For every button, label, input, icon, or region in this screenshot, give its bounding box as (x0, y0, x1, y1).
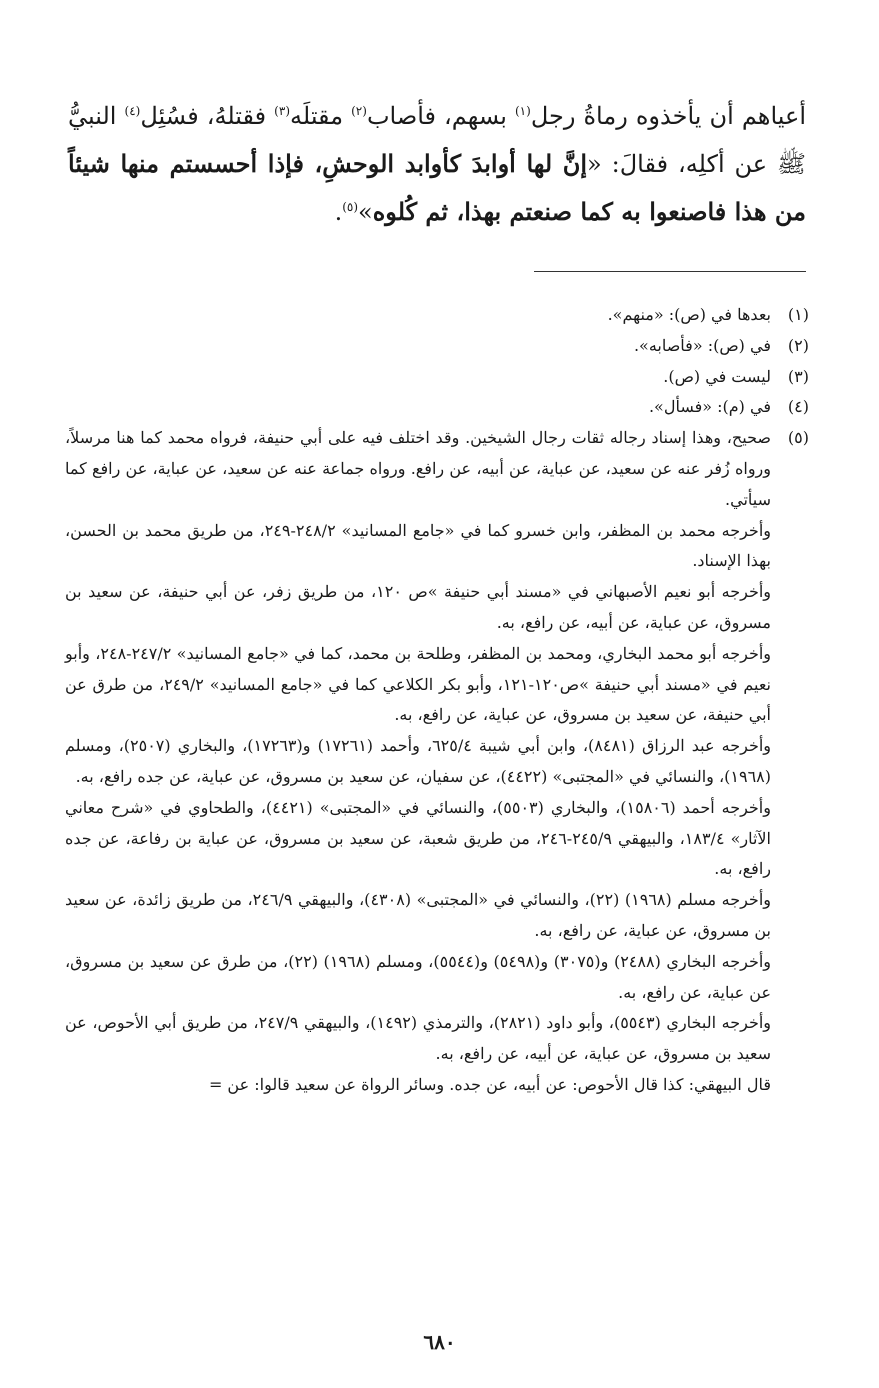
footnote-text: في (م): «فسأل». (648, 397, 771, 417)
footnote-paragraph: وأخرجه البخاري (٢٤٨٨) و(٣٠٧٥) و(٥٤٩٨) و(٥٥٤٤)، ومسلم (١٩٦٨) (٢٢)، من طرق عن سعيد بن مسروق، عن عباية، عن رافع، به. (65, 951, 772, 1002)
footnote-ref-1: (١) (514, 104, 531, 118)
footnote-ref-5: (٥) (342, 200, 359, 214)
footnote-number: (٥) (787, 428, 809, 448)
footnote-number: (١) (787, 305, 809, 324)
footnote-paragraph: وأخرجه البخاري (٥٥٤٣)، وأبو داود (٢٨٢١)، والترمذي (١٤٩٢)، والبيهقي ٢٤٧/٩، من طريق أبي الأحوص، عن سعيد بن مسروق، عن عباية، عن أبيه، عن رافع، به. (65, 1013, 772, 1064)
main-text-segment: » (358, 198, 373, 226)
main-text-segment: فقتلهُ، فسُئِل (140, 102, 275, 130)
footnote-5-body (65, 423, 771, 1101)
footnotes-list (65, 300, 809, 1101)
footnote-5 (65, 423, 809, 1101)
footnote-number: (٢) (787, 335, 809, 355)
main-text-segment: . (334, 198, 343, 226)
page-number: ٦٨٠ (423, 1330, 456, 1354)
footnote-paragraph: وأخرجه مسلم (١٩٦٨) (٢٢)، والنسائي في «المجتبى» (٤٣٠٨)، والبيهقي ٢٤٦/٩، من طريق زائدة، عن سعيد بن مسروق، عن عباية، عن رافع، به. (65, 890, 771, 940)
footnote-ref-3: (٣) (274, 104, 290, 118)
hadith-text: إنَّ لها أوابدَ كأوابد الوحشِ، فإذا أحسستم منها شيئاً من هذا فاصنعوا به كما صنعتم بهذا، ثم كُلوه (68, 149, 806, 226)
main-text-segment: بسهم، فأصاب (366, 102, 515, 130)
footnote-text: ليست في (ص). (663, 366, 771, 386)
footnote-ref-4: (٤) (124, 104, 141, 118)
footnote-paragraph: وأخرجه محمد بن المظفر، وابن خسرو كما في «جامع المسانيد» ٢٤٨/٢-٢٤٩، من طريق محمد بن الحسن، بهذا الإسناد. (65, 520, 771, 571)
footnote-4 (65, 392, 809, 423)
footnote-paragraph: وأخرجه أبو محمد البخاري، ومحمد بن المظفر، وطلحة بن محمد، كما في «جامع المسانيد» ٢٤٧/٢-٢٤٨، وأبو نعيم في «مسند أبي حنيفة »ص١٢٠-١٢١، وأبو بكر الكلاعي كما في «جامع المسانيد» ٢٤٩/٢، من طرق عن أبي حنيفة، عن سعيد بن مسروق، عن عباية، عن رافع، به. (65, 643, 772, 725)
footnote-2 (65, 331, 809, 362)
footnote-number: (٤) (787, 397, 809, 417)
footnote-1 (65, 300, 809, 331)
footnote-paragraph: وأخرجه عبد الرزاق (٨٤٨١)، وابن أبي شيبة ٦٢٥/٤، وأحمد (١٧٢٦١) و(١٧٢٦٣)، والبخاري (٢٥٠٧)، ومسلم (١٩٦٨)، والنسائي في «المجتبى» (٤٤٢٢)، عن سفيان، عن سعيد بن مسروق، عن عباية، عن جده رافع، به. (65, 736, 772, 786)
footnote-3 (65, 362, 809, 393)
footnote-paragraph: وأخرجه أبو نعيم الأصبهاني في «مسند أبي حنيفة »ص ١٢٠، من طريق زفر، عن أبي حنيفة، عن سعيد بن مسروق، عن عباية، عن أبيه، عن رافع، به. (65, 582, 772, 632)
main-text-paragraph (68, 92, 806, 236)
main-text-segment: أعياهم أن يأخذوه رماةُ رجل (530, 102, 806, 130)
footnote-paragraph: صحيح، وهذا إسناد رجاله ثقات رجال الشيخين. وقد اختلف فيه على أبي حنيفة، فرواه محمد كما هنا مرسلاً، ورواه زُفر عنه عن سعيد، عن عباية، عن أبيه، عن رافع. ورواه جماعة عنه عن سعيد، عن عباية، عن رافع كما سيأتي. (65, 428, 771, 509)
footnote-text: بعدها في (ص): «منهم». (607, 305, 771, 324)
main-text-segment: النبيُّ ﷺ عن أكلِه، فقالَ: « (68, 102, 806, 178)
footnote-number: (٣) (787, 366, 809, 386)
footnote-paragraph: قال البيهقي: كذا قال الأحوص: عن أبيه، عن جده. وسائر الرواة عن سعيد قالوا: عن = (208, 1074, 771, 1094)
main-text-segment: مقتلَه (290, 102, 352, 130)
footnote-text: في (ص): «فأصابه». (633, 335, 771, 355)
footnote-ref-2: (٢) (351, 104, 367, 118)
footnote-separator (534, 271, 806, 272)
footnote-paragraph: وأخرجه أحمد (١٥٨٠٦)، والبخاري (٥٥٠٣)، والنسائي في «المجتبى» (٤٤٢١)، والطحاوي في «شرح معاني الآثار» ١٨٣/٤، والبيهقي ٢٤٥/٩-٢٤٦، من طريق شعبة، عن سعيد بن مسروق، عن عباية بن رفاعة، عن جده رافع، به. (65, 797, 772, 879)
